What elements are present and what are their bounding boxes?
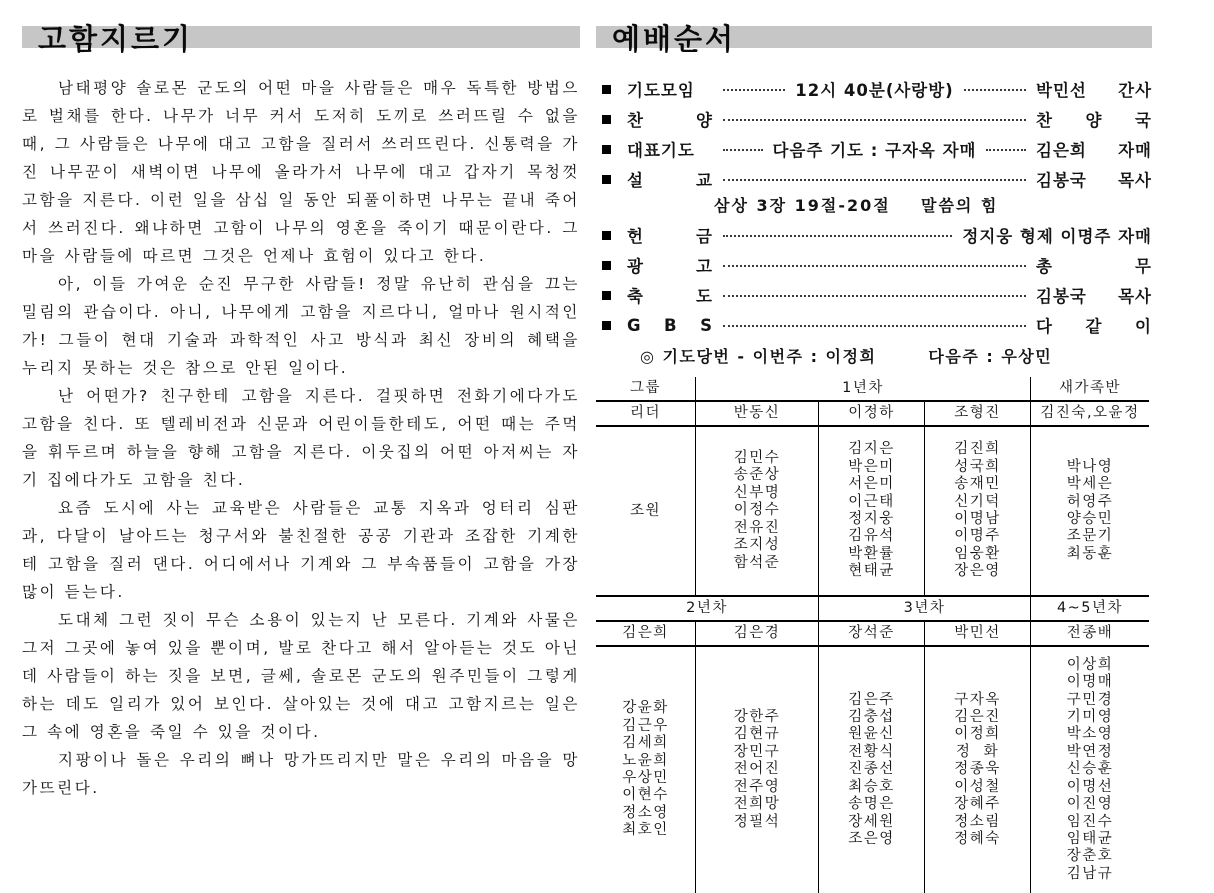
member-name: 조은영 [848, 830, 895, 847]
member-name: 노윤희 [622, 752, 669, 769]
worship-item [596, 310, 1152, 340]
worship-item-label: 설 교 [627, 171, 713, 190]
member-list [696, 647, 819, 893]
member-name: 서은미 [848, 476, 895, 493]
member-name: 원윤신 [848, 726, 895, 743]
prayer-duty-this-week: ◎ 기도당번 - 이번주 : 이정희 [640, 347, 877, 366]
member-name: 김세희 [622, 735, 669, 752]
member-list [596, 647, 696, 893]
worship-item [596, 74, 1152, 104]
member-name: 정종욱 [954, 761, 1001, 778]
worship-item-person: 김봉국 목사 [1036, 171, 1152, 190]
member-name: 우상민 [622, 770, 669, 786]
member-list [1031, 647, 1149, 893]
member-name: 이성철 [954, 778, 1001, 795]
member-name: 현태균 [848, 563, 895, 580]
header-year45: 4~5년차 [1056, 600, 1124, 616]
right-column [596, 22, 1153, 893]
member-name: 정지웅 [848, 511, 895, 527]
member-name: 전황식 [848, 743, 895, 760]
dotted-leader [723, 89, 785, 91]
member-name: 김근우 [622, 717, 669, 734]
member-name: 신승훈 [1066, 761, 1114, 778]
essay-paragraph: 도대체 그런 짓이 무슨 소용이 있는지 난 모른다. 기계와 사물은 그저 그곳에 놓여 있을 뿐이며, 발로 찬다고 해서 알아듣는 것도 아닌데 사람들이 하는 짓을 보면, 글쎄, 솔로몬 군도의 원주민들이 그렇게 하는 데도 일리가 있어 보인다. 살아있는 것에 대고 고함지르는 일은 그 속에 영혼을 죽일 수 있을 것이다. [22, 611, 580, 741]
member-name: 최호인 [622, 822, 669, 839]
member-name: 이명매 [1066, 674, 1114, 691]
member-name: 임진수 [1066, 813, 1114, 830]
member-list [925, 427, 1031, 595]
dotted-leader [723, 265, 1026, 267]
dotted-leader [723, 179, 1026, 181]
worship-item-label: G B S [627, 315, 713, 335]
member-name: 조문기 [1066, 528, 1114, 545]
leader-name: 이정하 [819, 402, 925, 425]
worship-item-label: 기도모임 [627, 81, 695, 100]
prayer-duty-line [640, 344, 1152, 367]
left-page-title: 고함지르기 [38, 22, 194, 56]
member-name: 조지성 [733, 537, 781, 554]
member-name: 장민구 [733, 743, 781, 760]
member-name: 김진희 [954, 441, 1001, 458]
table-row [596, 427, 1149, 597]
header-year1: 1년차 [696, 377, 1031, 400]
member-name: 박은미 [848, 458, 895, 475]
dotted-leader [723, 325, 1026, 327]
roster-table [596, 377, 1149, 893]
table-row [596, 647, 1149, 893]
member-name: 강윤화 [622, 700, 669, 717]
leader-name: 반동신 [696, 402, 819, 425]
member-name: 구민경 [1066, 691, 1114, 708]
worship-item [596, 280, 1152, 310]
header-newfamily: 새가족반 [1058, 380, 1122, 396]
member-name: 박환률 [848, 545, 895, 562]
member-name: 양승민 [1066, 511, 1114, 527]
worship-item [596, 250, 1152, 280]
member-name: 이상희 [1066, 656, 1114, 673]
member-list [925, 647, 1031, 893]
leader-name: 전종배 [1066, 625, 1114, 641]
member-name: 이진영 [1066, 796, 1114, 813]
member-name: 박나영 [1066, 458, 1114, 475]
essay-body [22, 74, 580, 802]
worship-item-label: 대표기도 [627, 141, 695, 160]
dotted-leader [723, 119, 1026, 121]
member-name: 김민수 [733, 450, 781, 467]
member-name: 이현수 [622, 787, 669, 804]
worship-item-person: 다 같 이 [1036, 317, 1152, 336]
table-row [596, 402, 1149, 427]
essay-paragraph: 지팡이나 돌은 우리의 뼈나 망가뜨리지만 말은 우리의 마음을 망가뜨린다. [22, 751, 580, 797]
member-name: 정 화 [955, 743, 1000, 760]
member-name: 김유석 [848, 528, 895, 545]
bullet-square-icon [602, 291, 611, 300]
worship-item-label: 광 고 [627, 257, 713, 276]
member-name: 김은주 [848, 691, 895, 708]
member-name: 송재민 [954, 476, 1001, 493]
table-row [596, 377, 1149, 402]
leader-name: 김진숙,오윤정 [1040, 405, 1140, 421]
table-row [596, 622, 1149, 647]
bullet-square-icon [602, 115, 611, 124]
leader-label: 리더 [596, 402, 696, 425]
member-name: 이정희 [954, 726, 1001, 743]
worship-item-person: 김은희 자매 [1036, 141, 1152, 160]
member-name: 허영주 [1066, 493, 1114, 510]
left-title-bar [22, 22, 580, 56]
worship-item-detail: 다음주 기도 : 구자옥 자매 [772, 141, 977, 160]
member-name: 박세은 [1066, 476, 1114, 493]
bullet-square-icon [602, 231, 611, 240]
worship-item-person: 정지웅 형제 이명주 자매 [962, 227, 1152, 246]
header-group: 그룹 [596, 377, 696, 400]
member-name: 함석준 [733, 554, 781, 571]
worship-item-person: 총 무 [1036, 257, 1152, 276]
member-name: 전어진 [733, 761, 781, 778]
member-name: 장춘호 [1066, 848, 1114, 865]
essay-paragraph: 난 어떤가? 친구한테 고함을 지른다. 걸핏하면 전화기에다가도 고함을 친다. 또 텔레비전과 신문과 어린이들한테도, 어떤 때는 주먹을 휘두르며 하늘을 향해 고함을 지른다. 이웃집의 어떤 아저씨는 자기 집에다가도 고함을 친다. [22, 387, 580, 489]
member-name: 신기덕 [954, 493, 1001, 510]
member-name: 강한주 [733, 709, 781, 726]
right-page-title: 예배순서 [612, 22, 737, 56]
dotted-leader [723, 235, 952, 237]
member-name: 정소영 [622, 804, 669, 821]
member-name: 송명은 [848, 796, 895, 813]
worship-item-label: 헌 금 [627, 227, 713, 246]
member-name: 이명선 [1066, 778, 1114, 795]
member-name: 전유진 [733, 519, 781, 536]
member-name: 박연정 [1066, 743, 1114, 760]
worship-item-detail: 12시 40분(사랑방) [795, 81, 954, 100]
member-name: 이명주 [954, 528, 1001, 545]
dotted-leader [964, 89, 1026, 91]
worship-item-label: 찬 양 [627, 111, 713, 130]
bullet-square-icon [602, 175, 611, 184]
bullet-square-icon [602, 85, 611, 94]
member-name: 송준상 [733, 467, 781, 484]
worship-item [596, 104, 1152, 134]
member-name: 김지은 [848, 441, 895, 458]
dotted-leader [723, 149, 763, 151]
essay-paragraph: 요즘 도시에 사는 교육받은 사람들은 교통 지옥과 엉터리 심판과, 다달이 날아드는 청구서와 불친절한 공공 기관과 조잡한 기계한테 고함을 질러 댄다. 어디에서나 기계와 그 부속품들이 고함을 가장 많이 듣는다. [22, 499, 580, 601]
member-name: 신부명 [733, 484, 781, 501]
header-year3: 3년차 [819, 597, 1031, 620]
member-name: 김은진 [954, 709, 1001, 726]
header-year2: 2년차 [596, 597, 819, 620]
member-name: 진종선 [848, 761, 895, 778]
member-label: 조원 [596, 427, 696, 595]
member-name: 김충섭 [848, 709, 895, 726]
left-column [22, 22, 580, 802]
worship-item-person: 박민선 간사 [1036, 81, 1153, 100]
member-name: 기미영 [1066, 709, 1114, 726]
member-name: 김현규 [733, 726, 781, 743]
member-name: 이근태 [848, 493, 895, 510]
leader-name: 김은희 [596, 622, 696, 645]
member-list [819, 647, 925, 893]
leader-name: 김은경 [696, 622, 819, 645]
prayer-duty-next-week: 다음주 : 우상민 [928, 347, 1053, 366]
essay-paragraph: 아, 이들 가여운 순진 무구한 사람들! 정말 유난히 관심을 끄는 밀림의 관습이다. 아니, 나무에게 고함을 지르다니, 얼마나 원시적인가! 그들이 현대 기술과 과학적인 사고 방식과 최신 장비의 혜택을 누리지 못하는 것은 참으로 안된 일이다. [22, 275, 580, 377]
member-name: 장세원 [848, 813, 895, 830]
member-name: 구자옥 [954, 691, 1001, 708]
member-name: 장혜주 [954, 796, 1001, 813]
sermon-scripture-text: 삼상 3장 19절-20절 말씀의 힘 [714, 196, 999, 215]
member-name: 전희망 [733, 796, 781, 813]
member-list [696, 427, 819, 595]
bullet-square-icon [602, 321, 611, 330]
member-name: 임태균 [1066, 830, 1114, 847]
worship-order-list [596, 74, 1152, 340]
table-row [596, 597, 1149, 622]
member-list [819, 427, 925, 595]
leader-name: 장석준 [819, 622, 925, 645]
worship-item-person: 찬 양 국 [1036, 111, 1152, 130]
member-name: 이정수 [733, 502, 781, 519]
member-name: 정혜숙 [954, 830, 1001, 847]
member-name: 임웅환 [954, 545, 1001, 562]
member-name: 전주영 [733, 778, 781, 795]
member-name: 이명남 [954, 511, 1001, 527]
member-name: 성국희 [954, 458, 1001, 475]
dotted-leader [986, 149, 1026, 151]
worship-item [596, 220, 1152, 250]
bullet-square-icon [602, 145, 611, 154]
leader-name: 조형진 [925, 402, 1031, 425]
dotted-leader [723, 295, 1026, 297]
member-name: 김남규 [1066, 865, 1114, 882]
member-list [1031, 427, 1149, 595]
member-name: 최동훈 [1066, 545, 1114, 562]
worship-item-label: 축 도 [627, 287, 713, 306]
right-title-bar [596, 22, 1152, 56]
worship-item [596, 134, 1152, 164]
member-name: 최승호 [848, 778, 895, 795]
member-name: 박소영 [1066, 726, 1114, 743]
worship-item-person: 김봉국 목사 [1036, 287, 1152, 306]
essay-paragraph: 남태평양 솔로몬 군도의 어떤 마을 사람들은 매우 독특한 방법으로 벌채를 한다. 나무가 너무 커서 도저히 도끼로 쓰러뜨릴 수 없을 때, 그 사람들은 나무에 대고 고함을 질러서 쓰러뜨린다. 신통력을 가진 나무꾼이 새벽이면 나무에 올라가서 나무에 대고 갑자기 목청껏 고함을 지른다. 이런 일을 삼십 일 동안 되풀이하면 나무는 끝내 죽어서 쓰러진다. 왜냐하면 고함이 나무의 영혼을 죽이기 때문이란다. 그 마을 사람들에 따르면 그것은 언제나 효험이 있다고 한다. [22, 79, 580, 265]
member-name: 장은영 [954, 563, 1001, 580]
member-name: 정필석 [733, 813, 781, 830]
member-name: 정소림 [954, 813, 1001, 830]
leader-name: 박민선 [925, 622, 1031, 645]
worship-item [596, 164, 1152, 194]
bullet-square-icon [602, 261, 611, 270]
